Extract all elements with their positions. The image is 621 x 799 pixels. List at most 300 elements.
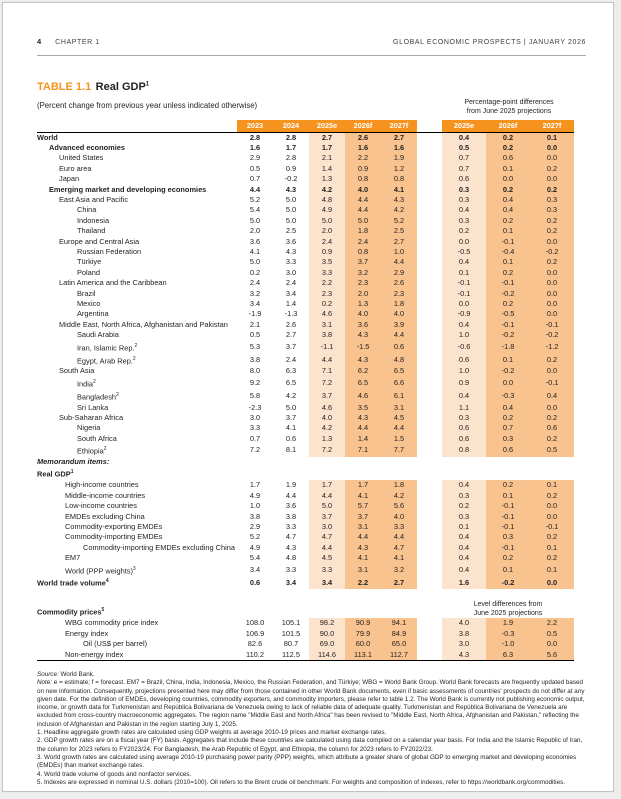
table-row	[37, 185, 574, 195]
row-label: Iran, Islamic Rep.$^2$	[77, 342, 138, 353]
value-cell: 2.5	[285, 226, 297, 236]
gap-cell	[417, 480, 442, 490]
diff-value-cell: 0.8	[442, 444, 486, 457]
year-column-header: 2023	[237, 120, 273, 132]
table-number-label: TABLE 1.1	[37, 81, 92, 93]
diff-value-cell: 0.1	[486, 491, 530, 501]
value-cell: 4.2	[381, 491, 417, 501]
value-cell: 1.0	[381, 247, 417, 257]
year-column-header: 2027f	[381, 120, 417, 132]
table-row	[37, 522, 574, 532]
gap-cell	[417, 153, 442, 163]
table-row	[37, 618, 574, 628]
value-cell: 3.2	[381, 564, 417, 577]
gap-cell	[417, 434, 442, 444]
row-label: World trade volume$^4$	[37, 578, 109, 588]
row-label: Euro area	[59, 163, 92, 173]
value-cell: 3.6	[285, 236, 297, 246]
value-cell: 4.3	[285, 184, 297, 194]
value-cell: 3.7	[285, 412, 297, 422]
value-cell: 5.8	[249, 390, 261, 400]
table-row	[37, 132, 574, 143]
diff-value-cell: 0.2	[530, 434, 574, 444]
value-cell: 2.9	[381, 268, 417, 278]
value-cell: 3.3	[309, 564, 345, 577]
report-page	[2, 2, 614, 792]
value-cell: 3.7	[345, 512, 381, 522]
value-cell: 9.2	[249, 378, 261, 388]
gap-cell	[417, 278, 442, 288]
row-label: Brazil	[77, 288, 96, 298]
diff-value-cell: 5.6	[530, 650, 574, 661]
diff-value-cell: 0.6	[442, 174, 486, 184]
value-cell: 4.4	[345, 195, 381, 205]
diff-value-cell: 0.1	[486, 564, 530, 577]
row-label: Thailand	[77, 226, 106, 236]
diff-value-cell: 0.2	[486, 480, 530, 490]
gap-cell	[417, 341, 442, 354]
value-cell: 1.7	[285, 142, 297, 152]
value-cell: 3.4	[285, 288, 297, 298]
value-cell: 4.1	[285, 423, 297, 433]
value-cell: 3.7	[309, 512, 345, 522]
row-label: Non-energy index	[37, 650, 237, 661]
value-cell: 5.0	[285, 205, 297, 215]
value-cell: 2.9	[249, 521, 261, 531]
value-cell: 6.6	[381, 377, 417, 390]
diff-value-cell: -0.2	[486, 366, 530, 376]
value-cell: 2.7	[309, 132, 345, 143]
table-row	[37, 268, 574, 278]
value-cell: 2.2	[345, 153, 381, 163]
value-cell: 4.2	[285, 390, 297, 400]
value-cell: 2.6	[285, 319, 297, 329]
value-cell: 114.6	[309, 650, 345, 661]
diff-value-cell: 0.0	[442, 237, 486, 247]
value-cell: 3.3	[285, 521, 297, 531]
diff-value-cell: -0.1	[486, 237, 530, 247]
value-cell: 5.2	[249, 532, 261, 542]
row-label: Poland	[77, 267, 101, 277]
diff-value-cell: -0.1	[486, 501, 530, 511]
value-cell: 7.2	[309, 377, 345, 390]
value-cell: 1.9	[381, 153, 417, 163]
diff-value-cell: 0.2	[442, 501, 486, 511]
gap-cell	[417, 491, 442, 501]
diff-value-cell: 0.1	[442, 522, 486, 532]
value-cell: -1.3	[284, 309, 298, 319]
diff-value-cell: 0.3	[442, 413, 486, 423]
diff-value-cell: 0.4	[486, 195, 530, 205]
diff-value-cell: 0.6	[442, 423, 486, 433]
page-header-left	[37, 37, 100, 46]
diff-value-cell: 0.4	[442, 390, 486, 403]
table-row	[37, 480, 574, 490]
table-row	[37, 512, 574, 522]
gap-cell	[417, 639, 442, 649]
diff-value-cell: 0.2	[530, 354, 574, 367]
value-cell: 4.5	[309, 553, 345, 563]
value-cell: 94.1	[381, 618, 417, 628]
value-cell: 3.7	[285, 341, 297, 351]
value-cell: 2.8	[249, 132, 261, 142]
value-cell: 5.2	[249, 194, 261, 204]
year-column-header: 2026f	[345, 120, 381, 132]
gap-cell	[417, 377, 442, 390]
value-cell: 112.5	[273, 650, 309, 661]
value-cell: 4.7	[285, 532, 297, 542]
diff-value-cell: -0.2	[486, 289, 530, 299]
year-column-header: 2025e	[309, 120, 345, 132]
diff-value-cell: 0.3	[442, 512, 486, 522]
value-cell: 3.4	[249, 299, 261, 308]
value-cell: 1.6	[345, 143, 381, 153]
diff-value-cell: 0.5	[530, 444, 574, 457]
row-label: Energy index	[65, 628, 109, 638]
diff-value-cell: -0.2	[530, 247, 574, 257]
diff-value-cell: 0.2	[442, 226, 486, 236]
value-cell: 2.8	[285, 132, 297, 142]
value-cell: 4.7	[309, 532, 345, 542]
value-cell: 5.4	[249, 205, 261, 215]
value-cell: 2.4	[309, 237, 345, 247]
table-row	[37, 377, 574, 390]
row-label: Low-income countries	[65, 501, 137, 511]
footnote: Note: e = estimate; f = forecast. EM7 = Brazil, China, India, Indonesia, Mexico, the Russian Federation, and Türkiye; WBG = World Bank Group. World Bank forecasts are frequently updated based on new information. Consequently, projections presented here may differ from those contained in other World Bank documents, even if basic assessments of countries' prospects do not differ at any given date. For the definition of EMDEs, developing countries, commodity exporters, and commodity importers, please refer to table 1.2. The World Bank is currently not publishing economic output, income, or growth data for Turkmenistan and República Bolivariana de Venezuela owing to lack of reliable data of adequate quality. Turkmenistan and República Bolivariana de Venezuela are excluded from cross-country macroeconomic aggregates. The region name "Middle East and North Africa" has been revised to "Middle East, North Africa, Afghanistan and Pakistan," reflecting the inclusion of Afghanistan and Pakistan in the region starting July 1, 2025.	[37, 679, 585, 728]
value-cell: 98.2	[309, 618, 345, 628]
diff-value-cell: -0.1	[530, 522, 574, 532]
row-label: United States	[59, 153, 104, 163]
row-label: World (PPP weights)$^3$	[65, 565, 136, 576]
row-label: EMDEs excluding China	[65, 511, 145, 521]
level-differences-note: Level differences from June 2025 projections	[473, 601, 543, 618]
diff-value-cell: 0.4	[442, 257, 486, 267]
table-row	[37, 543, 574, 553]
table-row	[37, 309, 574, 319]
gap-cell	[417, 143, 442, 153]
value-cell: 6.5	[285, 378, 297, 388]
diff-value-cell: 0.1	[442, 268, 486, 278]
diff-value-cell: 0.0	[530, 299, 574, 309]
diff-value-cell: 0.0	[530, 278, 574, 288]
table-row	[37, 226, 574, 236]
value-cell: 1.6	[381, 143, 417, 153]
value-cell: 4.9	[249, 542, 261, 552]
footnote: 4. World trade volume of goods and nonfactor services.	[37, 770, 192, 778]
row-label: Russian Federation	[77, 246, 142, 256]
value-cell: 3.6	[249, 236, 261, 246]
gap-cell	[417, 354, 442, 367]
value-cell: 4.2	[381, 205, 417, 215]
value-cell: 3.8	[249, 511, 261, 521]
value-cell: 101.5	[281, 628, 301, 638]
value-cell: 4.1	[381, 553, 417, 563]
diff-value-cell: 0.4	[442, 564, 486, 577]
value-cell: 3.4	[309, 576, 345, 589]
value-cell: 0.2	[249, 267, 261, 277]
diff-value-cell: -0.1	[530, 320, 574, 330]
value-cell: 4.4	[309, 354, 345, 367]
value-cell: 6.5	[381, 366, 417, 376]
value-cell: 0.7	[249, 174, 261, 184]
value-cell: 6.3	[285, 366, 297, 376]
value-cell: 0.9	[309, 247, 345, 257]
value-cell: 0.8	[345, 247, 381, 257]
row-label: India$^2$	[77, 378, 96, 389]
diff-value-cell: -0.6	[442, 341, 486, 354]
diff-value-cell: 0.0	[530, 512, 574, 522]
diff-value-cell: 0.3	[442, 491, 486, 501]
diff-value-cell: 0.9	[442, 377, 486, 390]
row-label: EM7	[65, 553, 81, 563]
value-cell: 1.8	[381, 299, 417, 309]
table-row	[37, 216, 574, 226]
gap-cell	[417, 522, 442, 532]
value-cell: -1.1	[309, 341, 345, 354]
value-cell: 7.1	[309, 366, 345, 376]
diff-value-cell: 4.0	[442, 618, 486, 628]
diff-value-cell: 1.0	[442, 330, 486, 340]
footnote: 1. Headline aggregate growth rates are calculated using GDP weights at average 2010-19 prices and market exchange rates.	[37, 729, 387, 737]
footnote: 2. GDP growth rates are on a fiscal year (FY) basis. Aggregates that include these countries are calculated using data compiled on a calendar year basis. For India and the Islamic Republic of Iran, the column for 2023 refers to FY2023/24. For Bangladesh, the Arab Republic of Egypt, and Ethiopia, the column for 2023 refers to FY2022/23.	[37, 737, 583, 753]
value-cell: 2.3	[381, 289, 417, 299]
value-cell: 3.0	[249, 412, 261, 422]
value-cell: 2.1	[309, 153, 345, 163]
report-title-running-head: GLOBAL ECONOMIC PROSPECTS | JANUARY 2026	[393, 39, 586, 46]
diff-value-cell: 0.2	[486, 143, 530, 153]
diff-value-cell: -0.5	[486, 309, 530, 319]
diff-value-cell: 0.2	[486, 268, 530, 278]
diff-value-cell: -0.1	[486, 512, 530, 522]
value-cell: 90.9	[345, 618, 381, 628]
row-label: Egypt, Arab Rep.$^2$	[77, 355, 136, 365]
row-label: World	[37, 132, 58, 142]
value-cell: 4.4	[285, 490, 297, 500]
value-cell: 110.2	[237, 650, 273, 661]
diff-value-cell: 0.0	[530, 153, 574, 163]
value-cell: 4.1	[249, 246, 261, 256]
value-cell: 1.8	[345, 226, 381, 236]
gap-cell	[417, 629, 442, 639]
value-cell: 2.4	[249, 278, 261, 288]
diff-value-cell: 0.4	[442, 132, 486, 143]
row-label: East Asia and Pacific	[59, 194, 129, 204]
diff-value-cell: 0.0	[530, 639, 574, 649]
diff-value-cell: -0.1	[530, 377, 574, 390]
value-cell: 2.4	[285, 354, 297, 364]
row-label: Sri Lanka	[77, 402, 109, 412]
value-cell: 3.8	[285, 511, 297, 521]
table-row	[37, 413, 574, 423]
value-cell: 69.0	[309, 639, 345, 649]
diff-value-cell: -0.2	[486, 576, 530, 589]
table-row	[37, 423, 574, 433]
diff-value-cell: 0.4	[442, 543, 486, 553]
table-row	[37, 320, 574, 330]
value-cell: 3.7	[309, 390, 345, 403]
diff-value-cell: 6.3	[486, 650, 530, 661]
diff-value-cell: 0.0	[530, 174, 574, 184]
diff-value-cell: -1.8	[486, 341, 530, 354]
gap-cell	[417, 423, 442, 433]
table-title-block	[37, 77, 586, 117]
value-cell: 1.6	[249, 142, 261, 152]
diff-value-cell: 0.3	[530, 195, 574, 205]
diff-value-cell: -1.0	[486, 639, 530, 649]
value-cell: 5.2	[381, 216, 417, 226]
value-cell: 2.7	[381, 132, 417, 143]
value-cell: -0.2	[284, 174, 298, 184]
row-label: Mexico	[77, 299, 101, 308]
diff-value-cell: 0.7	[442, 164, 486, 174]
value-cell: 4.4	[345, 423, 381, 433]
value-cell: 3.1	[309, 320, 345, 330]
table-row	[37, 143, 574, 153]
value-cell: 7.7	[381, 444, 417, 457]
value-cell: 3.1	[345, 522, 381, 532]
value-cell: 1.8	[381, 480, 417, 490]
value-cell: 113.1	[345, 650, 381, 661]
value-cell: 0.9	[285, 163, 297, 173]
gap-cell	[417, 237, 442, 247]
year-column-header: 2024	[273, 120, 309, 132]
diff-value-cell: -0.1	[486, 543, 530, 553]
table-subtitle: (Percent change from previous year unless indicated otherwise)	[37, 101, 258, 110]
value-cell: 3.3	[285, 564, 297, 574]
value-cell: 2.4	[345, 237, 381, 247]
table-row	[37, 532, 574, 542]
diff-value-cell: 4.3	[442, 650, 486, 661]
diff-value-cell: 0.3	[530, 205, 574, 215]
gap-cell	[417, 185, 442, 195]
value-cell: 108.0	[245, 618, 265, 628]
footnotes	[37, 671, 588, 787]
gap-cell	[417, 309, 442, 319]
gap-cell	[417, 226, 442, 236]
row-label: Türkiye	[77, 257, 102, 267]
diff-value-cell: 0.6	[486, 444, 530, 457]
value-cell: 3.6	[285, 501, 297, 511]
diff-value-cell: -1.2	[530, 341, 574, 354]
value-cell: 8.0	[249, 366, 261, 376]
diff-value-cell: 0.0	[530, 403, 574, 413]
row-label: Advanced economies	[49, 142, 125, 152]
table-row	[37, 444, 574, 457]
value-cell: 1.4	[345, 434, 381, 444]
table-title: Real GDP$^1$	[95, 81, 150, 93]
gap-cell	[417, 390, 442, 403]
value-cell: 1.3	[309, 434, 345, 444]
value-cell: 4.3	[285, 246, 297, 256]
table-row	[37, 576, 574, 589]
value-cell: 0.8	[381, 174, 417, 184]
diff-value-cell: -0.1	[442, 289, 486, 299]
table-row	[37, 403, 574, 413]
value-cell: 2.7	[381, 576, 417, 589]
value-cell: 5.4	[249, 553, 261, 563]
row-label: Sub-Saharan Africa	[59, 412, 124, 422]
column-group-gap	[417, 120, 442, 132]
gap-cell	[417, 247, 442, 257]
row-label: Commodity-importing EMDEs excluding China	[83, 542, 235, 552]
gap-cell	[417, 532, 442, 542]
row-label: Nigeria	[77, 423, 101, 433]
value-cell: 0.6	[249, 577, 261, 587]
diff-value-cell: 0.0	[530, 366, 574, 376]
value-cell: 4.6	[309, 403, 345, 413]
value-cell: 106.9	[245, 628, 265, 638]
diff-value-cell: 0.2	[486, 299, 530, 309]
gap-cell	[417, 289, 442, 299]
table-row	[37, 174, 574, 184]
row-label: Indonesia	[77, 215, 110, 225]
diff-value-cell: 0.0	[530, 143, 574, 153]
diff-value-cell: 0.6	[442, 434, 486, 444]
diff-value-cell: 0.3	[486, 434, 530, 444]
table-row	[37, 457, 574, 467]
value-cell: 6.1	[381, 390, 417, 403]
diff-value-cell: 0.6	[486, 153, 530, 163]
gap-cell	[417, 132, 442, 143]
value-cell: 4.9	[249, 490, 261, 500]
diff-value-cell: -0.2	[486, 330, 530, 340]
diff-value-cell: 0.2	[530, 532, 574, 542]
value-cell: 3.3	[285, 257, 297, 267]
value-cell: 3.3	[309, 268, 345, 278]
table-row	[37, 553, 574, 563]
year-header-row	[37, 120, 574, 132]
diff-value-cell: -0.9	[442, 309, 486, 319]
value-cell: 5.3	[249, 341, 261, 351]
diff-value-cell: 0.4	[442, 480, 486, 490]
table-row	[37, 467, 574, 480]
value-cell: 4.1	[345, 553, 381, 563]
footnote: Source: World Bank.	[37, 670, 95, 678]
value-cell: 2.7	[381, 237, 417, 247]
value-cell: 5.0	[249, 215, 261, 225]
value-cell: 4.4	[381, 532, 417, 542]
gap-cell	[417, 257, 442, 267]
row-label: Commodity-exporting EMDEs	[65, 521, 163, 531]
value-cell: 4.1	[381, 185, 417, 195]
row-label: Japan	[59, 174, 80, 184]
diff-value-cell: 0.5	[530, 629, 574, 639]
value-cell: 1.4	[309, 164, 345, 174]
diff-value-cell: 0.2	[530, 491, 574, 501]
gap-cell	[417, 195, 442, 205]
diff-value-cell: -0.1	[442, 278, 486, 288]
value-cell: 2.3	[309, 289, 345, 299]
value-cell: 4.3	[345, 330, 381, 340]
diff-value-cell: 0.6	[530, 423, 574, 433]
table-row	[37, 195, 574, 205]
value-cell: 79.9	[345, 629, 381, 639]
value-cell: 65.0	[381, 639, 417, 649]
row-label: Bangladesh$^2$	[77, 391, 119, 402]
value-cell: 4.5	[381, 413, 417, 423]
diff-value-cell: 1.0	[442, 366, 486, 376]
value-cell: 3.3	[381, 522, 417, 532]
diff-value-cell: 0.1	[486, 164, 530, 174]
table-row	[37, 366, 574, 376]
value-cell: 5.0	[285, 215, 297, 225]
value-cell: 1.4	[285, 299, 297, 308]
table-row	[37, 354, 574, 367]
value-cell: 4.0	[381, 309, 417, 319]
gap-cell	[417, 330, 442, 340]
gap-cell	[417, 564, 442, 577]
value-cell: 5.0	[249, 257, 261, 267]
